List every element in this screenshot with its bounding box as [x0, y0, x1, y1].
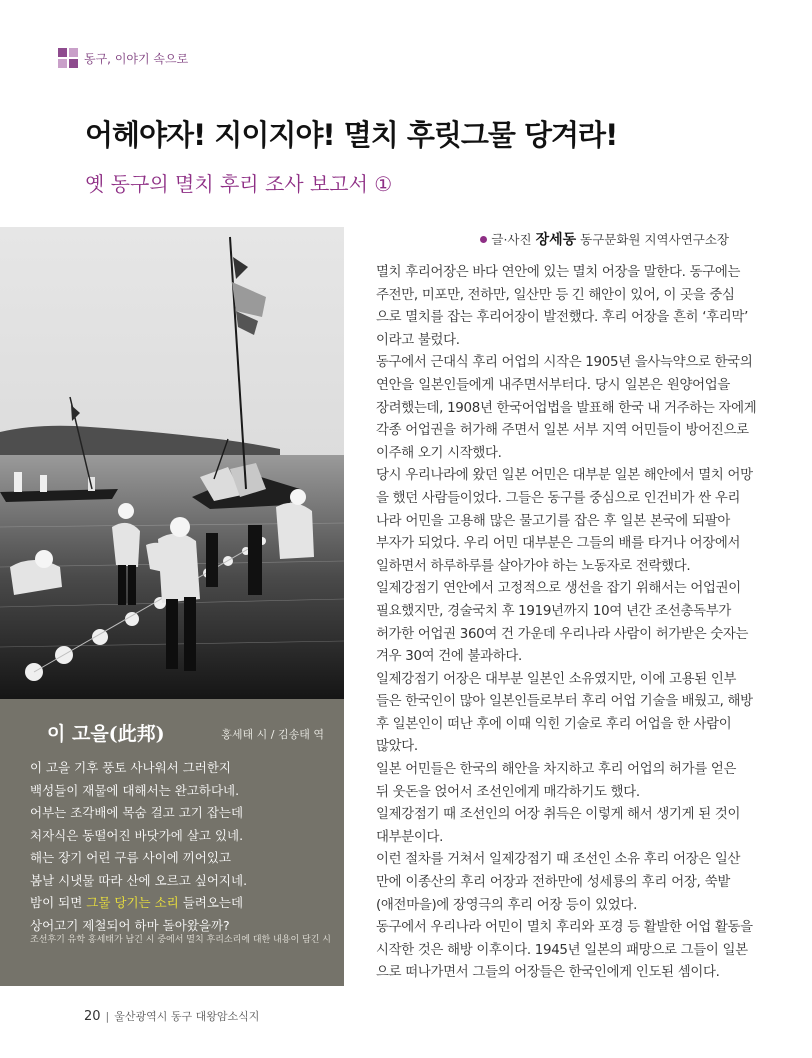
paragraph-line: 일제강점기 연안에서 고정적으로 생선을 잡기 위해서는 어업권이	[376, 581, 741, 597]
paragraph-line: 일제강점기 어장은 대부분 일본인 소유였지만, 이에 고용된 인부	[376, 671, 737, 687]
paragraph-line: 나라 어민을 고용해 많은 물고기를 잡은 후 일본 본국에 되팔아	[376, 513, 730, 529]
paragraph-line: 많았다.	[376, 739, 418, 755]
paragraph-line: 으로 멸치를 잡는 후리어장이 발전했다. 후리 어장을 흔히 ‘후리막’	[376, 310, 749, 326]
paragraph-line: 멸치 후리어장은 바다 연안에 있는 멸치 어장을 말한다. 동구에는	[376, 265, 741, 280]
paragraph-line: 들은 한국인이 많아 일본인들로부터 후리 어업 기술을 배웠고, 해방	[376, 694, 753, 710]
paragraph-line: 허가한 어업권 360여 건 가운데 우리나라 사람이 허가받은 숫자는	[376, 626, 749, 642]
article-paragraph	[376, 465, 753, 578]
paragraph-line: 이주해 오기 시작했다.	[376, 445, 502, 461]
paragraph-line: (애전마을)에 장영극의 후리 어장 등이 있었다.	[376, 897, 638, 913]
poem-line: 처자식은 동떨어진 바닷가에 살고 있네.	[30, 827, 244, 843]
paragraph-line: 장려했는데, 1908년 한국어업법을 발표해 한국 내 거주하는 자에게	[376, 400, 757, 416]
page-footer	[84, 1008, 259, 1024]
paragraph-line: 부자가 되었다. 우리 어민 대부분은 그들의 배를 타거나 어장에서	[376, 536, 741, 552]
poem-line-highlighted	[30, 892, 247, 915]
article-body	[376, 262, 757, 985]
poem-line-after: 들려오는데	[178, 895, 244, 910]
article-paragraph	[376, 578, 749, 668]
paragraph-line: 뒤 웃돈을 얹어서 조선인에게 매각하기도 했다.	[376, 784, 640, 800]
poem-line-before: 밤이 되면	[30, 895, 87, 910]
poem-highlight: 그물 당기는 소리	[86, 895, 179, 910]
paragraph-line: 대부분이다.	[376, 829, 444, 845]
section-squares-icon	[58, 48, 78, 68]
article-paragraph	[376, 849, 741, 917]
paragraph-line: 일본 어민들은 한국의 해안을 차지하고 후리 어업의 허가를 얻은	[376, 762, 737, 778]
poem-line: 해는 장기 어린 구름 사이에 끼어있고	[30, 850, 231, 865]
paragraph-line: 연안을 일본인들에게 내주면서부터다. 당시 일본은 원양어업을	[376, 377, 730, 393]
paragraph-line: 주전만, 미포만, 전하만, 일산만 등 긴 해안이 있어, 이 곳을 중심	[376, 287, 735, 303]
article-paragraph	[376, 669, 753, 759]
article-paragraph	[376, 262, 749, 352]
article-paragraph	[376, 804, 741, 849]
poem-credit: 홍세태 시 / 김송태 역	[221, 728, 324, 741]
paragraph-line: 겨우 30여 건에 불과하다.	[376, 649, 522, 665]
section-tag	[58, 48, 188, 68]
poem-note: 조선후기 유학 홍세태가 남긴 시 중에서 멸치 후리소리에 대한 내용이 담긴 시	[30, 935, 331, 945]
paragraph-line: 동구에서 근대식 후리 어업의 시작은 1905년 을사늑약으로 한국의	[376, 355, 753, 371]
poem-line: 백성들이 재물에 대해서는 완고하다네.	[30, 782, 240, 798]
poem-panel	[0, 699, 344, 986]
article-subtitle: 옛 동구의 멸치 후리 조사 보고서 ①	[85, 172, 393, 196]
publication-name: 울산광역시 동구 대왕암소식지	[114, 1010, 260, 1023]
byline	[480, 229, 729, 249]
footer-separator: |	[105, 1010, 110, 1023]
byline-author: 장세동	[535, 232, 577, 248]
article-paragraph	[376, 759, 737, 804]
paragraph-line: 일제강점기 때 조선인의 어장 취득은 이렇게 해서 생기게 된 것이	[376, 807, 741, 823]
article-paragraph	[376, 352, 757, 465]
poem-title: 이 고을(此邦)	[47, 723, 165, 745]
paragraph-line: 만에 이종산의 후리 어장과 전하만에 성세룡의 후리 어장, 쑥밭	[376, 875, 730, 891]
poem-line: 봄날 시냇물 따라 산에 오르고 싶어지네.	[30, 872, 248, 888]
poem-line: 어부는 조각배에 목숨 걸고 고기 잡는데	[30, 805, 244, 820]
paragraph-line: 시작한 것은 해방 이후이다. 1945년 일본의 패망으로 그들이 일본	[376, 942, 748, 958]
paragraph-line: 필요했지만, 경술국치 후 1919년까지 10여 년간 조선총독부가	[376, 603, 731, 619]
paragraph-line: 으로 떠나가면서 그들의 어장들은 한국인에게 인도된 셈이다.	[376, 965, 720, 981]
paragraph-line: 각종 어업권을 허가해 주면서 일본 서부 지역 어민들이 방어진으로	[376, 423, 749, 439]
page-number: 20	[84, 1009, 101, 1024]
poem-line: 상어고기 제철되어 하마 돌아왔을까?	[30, 917, 230, 933]
paragraph-line: 을 했던 사람들이었다. 그들은 동구를 중심으로 인건비가 싼 우리	[376, 490, 741, 506]
paragraph-line: 이라고 불렀다.	[376, 332, 460, 348]
fishermen-hauling-net-photo	[0, 227, 344, 699]
byline-affiliation: 동구문화원 지역사연구소장	[580, 232, 729, 247]
article-paragraph	[376, 917, 753, 985]
paragraph-line: 당시 우리나라에 왔던 일본 어민은 대부분 일본 해안에서 멸치 어망	[376, 468, 753, 484]
section-label: 동구, 이야기 속으로	[84, 51, 189, 66]
poem-line: 이 고을 기후 풍토 사나워서 그러한지	[30, 760, 231, 775]
article-title: 어헤야자! 지이지야! 멸치 후릿그물 당겨라!	[85, 118, 618, 152]
paragraph-line: 동구에서 우리나라 어민이 멸치 후리와 포경 등 활발한 어업 활동을	[376, 920, 753, 936]
paragraph-line: 이런 절차를 거쳐서 일제강점기 때 조선인 소유 후리 어장은 일산	[376, 852, 741, 868]
paragraph-line: 후 일본인이 떠난 후에 이때 익힌 기술로 후리 어업을 한 사람이	[376, 716, 732, 732]
poem-lines	[30, 757, 247, 937]
bullet-dot-icon	[480, 236, 487, 243]
paragraph-line: 일하면서 하루하루를 살아가야 하는 노동자로 전락했다.	[376, 558, 691, 574]
byline-role: 글·사진	[491, 232, 532, 247]
